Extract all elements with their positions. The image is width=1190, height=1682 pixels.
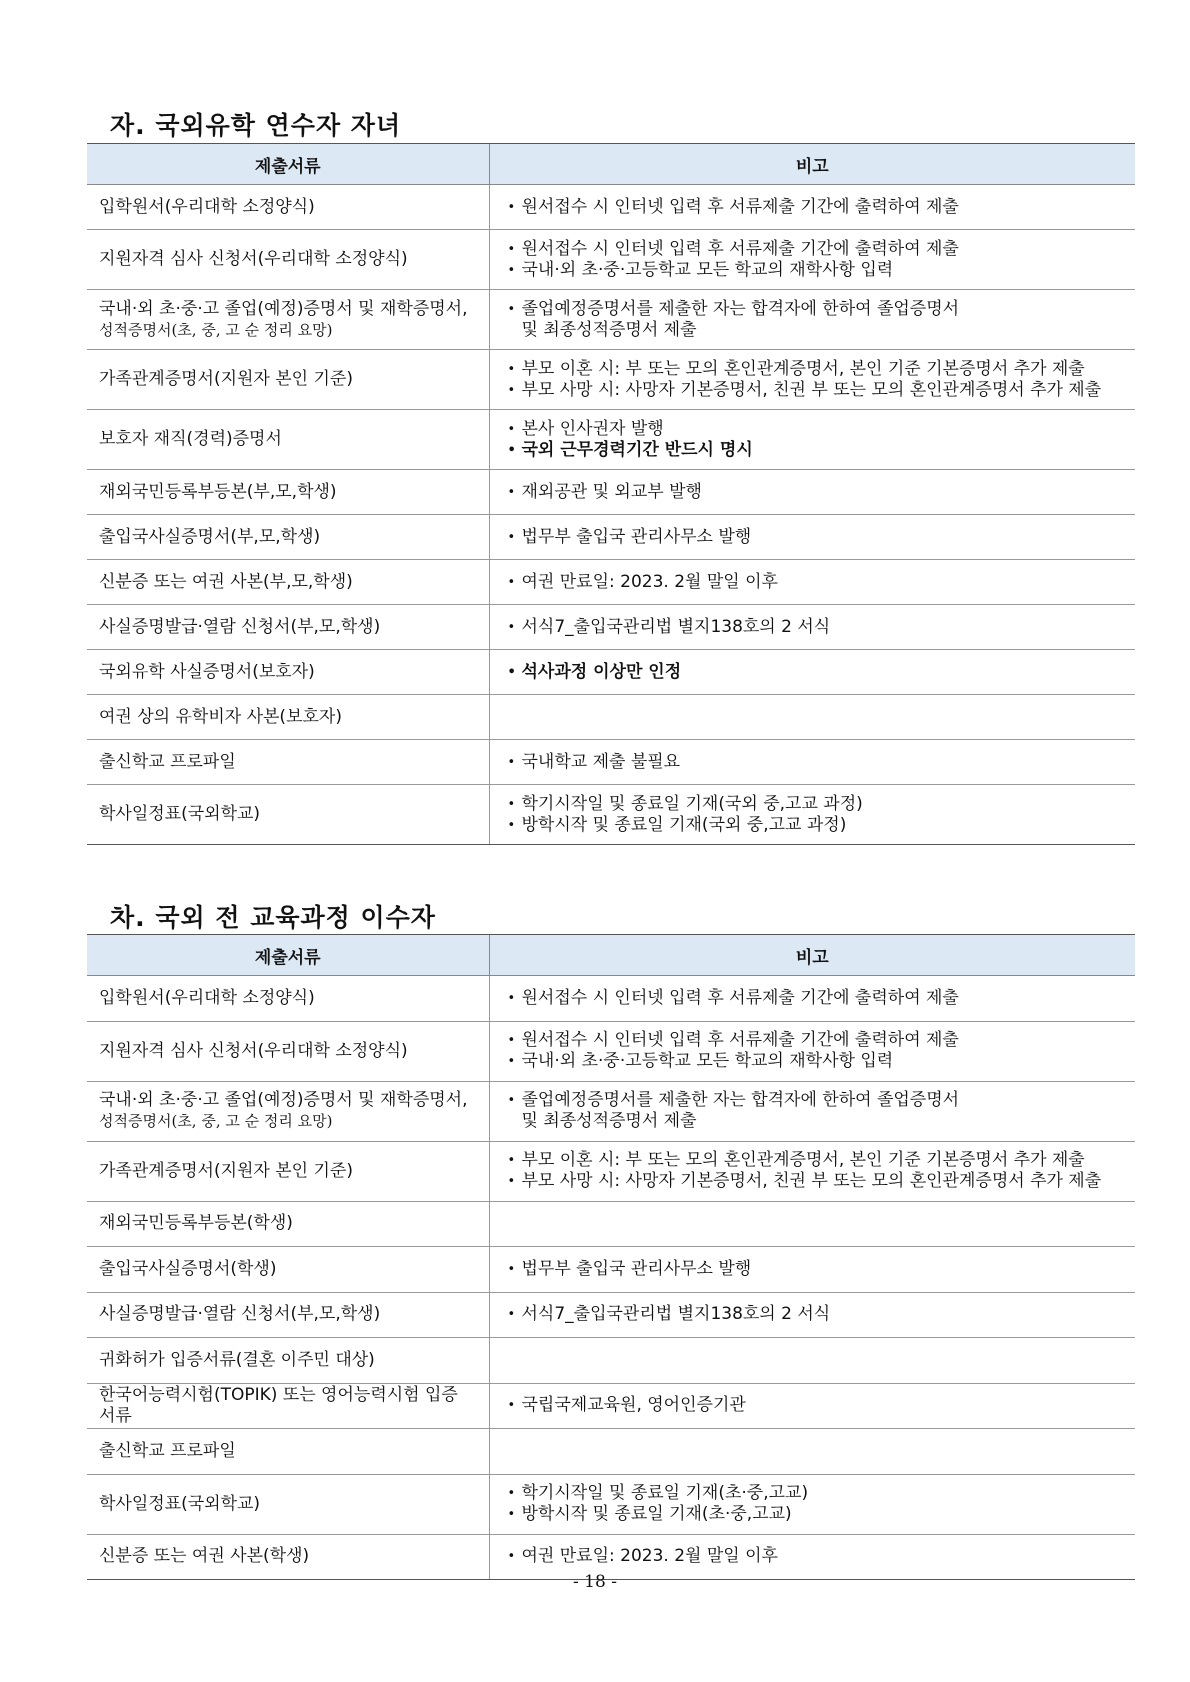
table-row [87, 1338, 1135, 1384]
document-cell [87, 605, 489, 650]
document-name: 출입국사실증명서(학생) [99, 1258, 277, 1279]
document-name: 국내·외 초·중·고 졸업(예정)증명서 및 재학증명서, [99, 1090, 468, 1110]
document-name: 출입국사실증명서(부,모,학생) [99, 526, 321, 547]
document-name: 귀화허가 입증서류(결혼 이주민 대상) [99, 1349, 375, 1370]
document-name: 입학원서(우리대학 소정양식) [99, 196, 315, 217]
document-name: 가족관계증명서(지원자 본인 기준) [99, 369, 353, 389]
section-title-ja: 자. 국외유학 연수자 자녀 [110, 111, 402, 140]
note-cell [489, 185, 1135, 230]
document-name: 입학원서(우리대학 소정양식) [99, 987, 315, 1008]
document-name: 지원자격 심사 신청서(우리대학 소정양식) [99, 1040, 408, 1061]
note-cell [489, 1292, 1135, 1338]
table-row [87, 605, 1135, 650]
document-cell [87, 1429, 489, 1475]
note-item: • 여권 만료일: 2023. 2월 말일 이후 [508, 1546, 1124, 1567]
table-row [87, 650, 1135, 695]
document-name: 신분증 또는 여권 사본(부,모,학생) [99, 571, 353, 592]
note-item: • 부모 사망 시: 사망자 기본증명서, 친권 부 또는 모의 혼인관계증명서 추가 제출 [508, 1171, 1124, 1192]
note-item: 및 최종성적증명서 제출 [521, 1111, 697, 1131]
table-row [87, 185, 1135, 230]
document-name: 성적증명서(초, 중, 고 순 정리 요망) [99, 1112, 333, 1130]
document-name: 재외국민등록부등본(부,모,학생) [99, 481, 337, 502]
table-row [87, 470, 1135, 515]
note-cell [489, 1247, 1135, 1293]
note-item: • 방학시작 및 종료일 기재(초·중,고교) [508, 1504, 1124, 1525]
table-row [87, 976, 1135, 1022]
table-row [87, 1081, 1135, 1141]
table-row [87, 350, 1135, 410]
note-item: • 원서접수 시 인터넷 입력 후 서류제출 기간에 출력하여 제출 [508, 1030, 1124, 1051]
document-name: 지원자격 심사 신청서(우리대학 소정양식) [99, 249, 408, 269]
note-item: • 부모 이혼 시: 부 또는 모의 혼인관계증명서, 본인 기준 기본증명서 추가 제출 [508, 1150, 1124, 1171]
column-header-notes: 비고 [489, 935, 1135, 976]
note-item: • 원서접수 시 인터넷 입력 후 서류제출 기간에 출력하여 제출 [508, 197, 1124, 218]
note-cell [489, 470, 1135, 515]
table-row [87, 1383, 1135, 1429]
note-item: 및 최종성적증명서 제출 [521, 319, 697, 340]
note-item: • 졸업예정증명서를 제출한 자는 합격자에 한하여 졸업증명서 [508, 299, 1124, 320]
note-cell [489, 1201, 1135, 1247]
document-cell [87, 470, 489, 515]
document-cell [87, 560, 489, 605]
page-number: - 18 - [573, 1572, 617, 1592]
document-name: 사실증명발급·열람 신청서(부,모,학생) [99, 1304, 381, 1325]
table-row [87, 1021, 1135, 1081]
documents-table-ja [87, 143, 1135, 845]
note-cell [489, 1429, 1135, 1475]
note-item: • 원서접수 시 인터넷 입력 후 서류제출 기간에 출력하여 제출 [508, 988, 1124, 1009]
note-item: • 방학시작 및 종료일 기재(국외 중,고교 과정) [508, 815, 1124, 836]
table-row [87, 560, 1135, 605]
document-cell [87, 695, 489, 740]
document-cell [87, 1021, 489, 1081]
note-item: • 부모 사망 시: 사망자 기본증명서, 친권 부 또는 모의 혼인관계증명서 추가 제출 [508, 380, 1124, 401]
table-row [87, 290, 1135, 350]
document-cell [87, 410, 489, 470]
note-cell [489, 350, 1135, 410]
table-row [87, 1474, 1135, 1534]
table-row [87, 230, 1135, 290]
document-cell [87, 740, 489, 785]
documents-table-cha [87, 934, 1135, 1580]
note-item: • 국내·외 초·중·고등학교 모든 학교의 재학사항 입력 [508, 260, 1124, 281]
table-row [87, 1292, 1135, 1338]
document-cell [87, 290, 489, 350]
note-item: • 국내·외 초·중·고등학교 모든 학교의 재학사항 입력 [508, 1051, 1124, 1072]
document-name: 한국어능력시험(TOPIK) 또는 영어능력시험 입증 서류 [99, 1384, 458, 1426]
note-item: • 국립국제교육원, 영어인증기관 [508, 1395, 1124, 1416]
document-cell [87, 515, 489, 560]
note-cell [489, 785, 1135, 845]
document-cell [87, 1292, 489, 1338]
note-item: • 학기시작일 및 종료일 기재(국외 중,고교 과정) [508, 794, 1124, 815]
note-cell [489, 695, 1135, 740]
document-name: 보호자 재직(경력)증명서 [99, 429, 282, 449]
document-cell [87, 185, 489, 230]
document-name: 재외국민등록부등본(학생) [99, 1213, 293, 1234]
table-row [87, 740, 1135, 785]
document-cell [87, 976, 489, 1022]
note-cell [489, 290, 1135, 350]
table-row [87, 1429, 1135, 1475]
note-item: • 학기시작일 및 종료일 기재(초·중,고교) [508, 1483, 1124, 1504]
table-row [87, 695, 1135, 740]
document-cell [87, 650, 489, 695]
document-cell [87, 1474, 489, 1534]
note-cell [489, 1474, 1135, 1534]
document-name: 여권 상의 유학비자 사본(보호자) [99, 706, 342, 727]
note-cell [489, 650, 1135, 695]
section-title-cha: 차. 국외 전 교육과정 이수자 [110, 903, 436, 932]
note-item: • 여권 만료일: 2023. 2월 말일 이후 [508, 572, 1124, 593]
table-header-row [87, 144, 1135, 185]
table-row [87, 515, 1135, 560]
note-item: • 국외 근무경력기간 반드시 명시 [508, 440, 1124, 461]
table-row [87, 1247, 1135, 1293]
document-cell [87, 1383, 489, 1429]
document-cell [87, 1338, 489, 1384]
note-item: • 법무부 출입국 관리사무소 발행 [508, 527, 1124, 548]
note-cell [489, 605, 1135, 650]
table-header-row [87, 935, 1135, 976]
note-item: • 서식7_출입국관리법 별지138호의 2 서식 [508, 617, 1124, 638]
document-name: 국외유학 사실증명서(보호자) [99, 661, 315, 682]
note-cell [489, 976, 1135, 1022]
note-cell [489, 1081, 1135, 1141]
document-cell [87, 785, 489, 845]
note-cell [489, 230, 1135, 290]
column-header-notes: 비고 [489, 144, 1135, 185]
note-cell [489, 1141, 1135, 1201]
document-cell [87, 1081, 489, 1141]
document-name: 학사일정표(국외학교) [99, 804, 261, 824]
table-row [87, 410, 1135, 470]
note-item: • 재외공관 및 외교부 발행 [508, 482, 1124, 503]
note-item: • 법무부 출입국 관리사무소 발행 [508, 1259, 1124, 1280]
document-cell [87, 350, 489, 410]
note-item: • 원서접수 시 인터넷 입력 후 서류제출 기간에 출력하여 제출 [508, 239, 1124, 260]
note-cell [489, 1021, 1135, 1081]
note-item: • 석사과정 이상만 인정 [508, 662, 1124, 683]
document-name: 학사일정표(국외학교) [99, 1493, 261, 1514]
document-name: 신분증 또는 여권 사본(학생) [99, 1546, 310, 1567]
document-cell [87, 1201, 489, 1247]
document-cell [87, 1141, 489, 1201]
note-cell [489, 410, 1135, 470]
document-name: 가족관계증명서(지원자 본인 기준) [99, 1160, 353, 1181]
column-header-documents: 제출서류 [87, 144, 489, 185]
column-header-documents: 제출서류 [87, 935, 489, 976]
table-row [87, 1201, 1135, 1247]
note-cell [489, 560, 1135, 605]
document-name: 사실증명발급·열람 신청서(부,모,학생) [99, 616, 381, 637]
document-name: 국내·외 초·중·고 졸업(예정)증명서 및 재학증명서, [99, 298, 468, 319]
table-row [87, 1141, 1135, 1201]
document-name: 성적증명서(초, 중, 고 순 정리 요망) [99, 320, 333, 339]
note-cell [489, 1383, 1135, 1429]
note-item: • 국내학교 제출 불필요 [508, 752, 1124, 773]
note-cell [489, 1338, 1135, 1384]
table-row [87, 785, 1135, 845]
note-cell [489, 515, 1135, 560]
note-item: • 본사 인사권자 발행 [508, 419, 1124, 440]
document-name: 출신학교 프로파일 [99, 1440, 236, 1461]
document-cell [87, 230, 489, 290]
note-cell [489, 740, 1135, 785]
note-item: • 서식7_출입국관리법 별지138호의 2 서식 [508, 1304, 1124, 1325]
note-item: • 졸업예정증명서를 제출한 자는 합격자에 한하여 졸업증명서 [508, 1090, 1124, 1111]
note-item: • 부모 이혼 시: 부 또는 모의 혼인관계증명서, 본인 기준 기본증명서 추가 제출 [508, 359, 1124, 380]
document-name: 출신학교 프로파일 [99, 751, 236, 772]
document-cell [87, 1247, 489, 1293]
